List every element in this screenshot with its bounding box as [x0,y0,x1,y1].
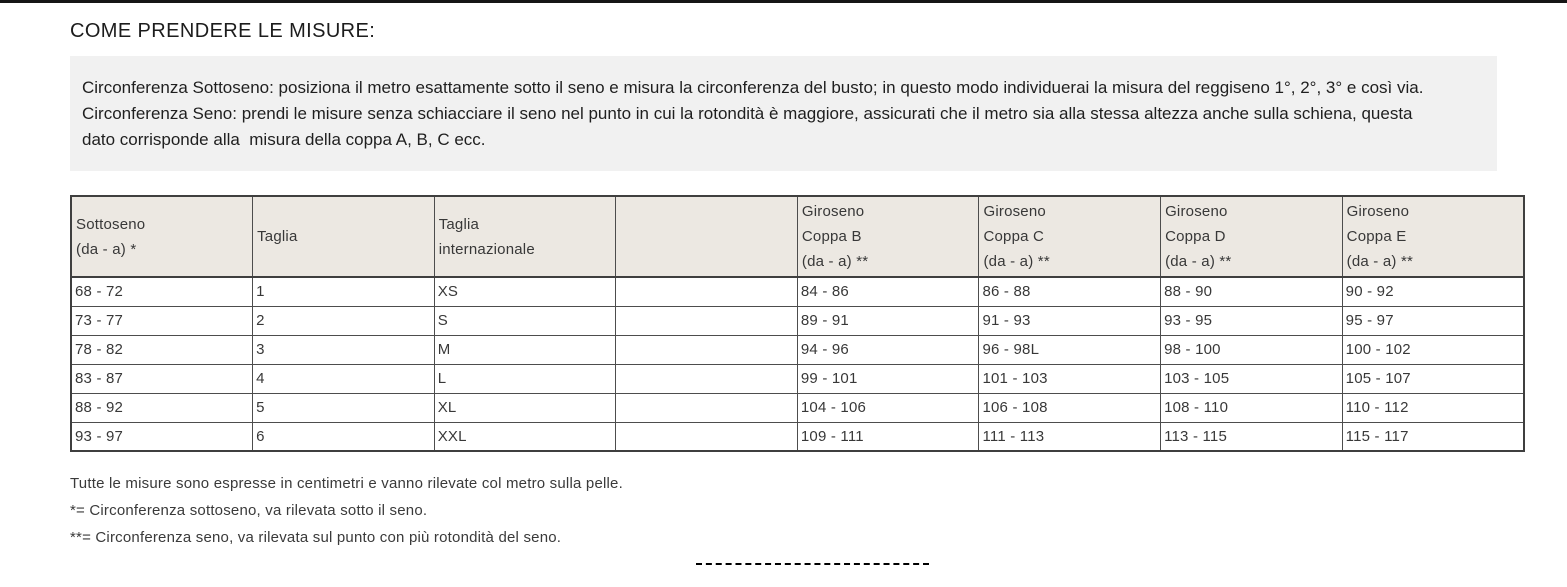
table-cell: 86 - 88 [979,277,1161,306]
table-cell: 90 - 92 [1342,277,1524,306]
table-cell: 115 - 117 [1342,422,1524,451]
table-row [71,364,1524,393]
table-cell: 89 - 91 [797,306,979,335]
header-line: Giroseno [1346,203,1410,220]
table-header-giroseno-coppa-e [1342,196,1524,277]
size-table [70,195,1525,452]
table-cell: 101 - 103 [979,364,1161,393]
table-cell: 1 [253,277,435,306]
table-row [71,393,1524,422]
table-cell: 68 - 72 [71,277,253,306]
table-cell [616,335,798,364]
table-cell: 78 - 82 [71,335,253,364]
table-cell [616,306,798,335]
table-cell: 88 - 90 [1161,277,1343,306]
header-line: Coppa C [983,228,1045,245]
table-cell: 73 - 77 [71,306,253,335]
table-cell: 111 - 113 [979,422,1161,451]
table-cell: M [434,335,616,364]
table-cell: 4 [253,364,435,393]
table-cell: 105 - 107 [1342,364,1524,393]
table-cell: 113 - 115 [1161,422,1343,451]
header-line: Giroseno [983,203,1046,220]
footnote-sottoseno: *= Circonferenza sottoseno, va rilevata sotto il seno. [70,502,428,519]
table-header-giroseno-coppa-b [797,196,979,277]
header-line: (da - a) * [76,240,137,258]
table-cell: 88 - 92 [71,393,253,422]
header-line: Giroseno [1165,203,1228,220]
table-header-empty [616,196,798,277]
table-cell: 100 - 102 [1342,335,1524,364]
footnote-seno: **= Circonferenza seno, va rilevata sul punto con più rotondità del seno. [70,529,562,546]
table-cell: 93 - 95 [1161,306,1343,335]
table-cell: 96 - 98L [979,335,1161,364]
intro-line: Circonferenza Sottoseno: posiziona il metro esattamente sotto il seno e misura la circonferenza del busto; in questo modo individuerai la misura del reggiseno 1°, 2°, 3° e così via. [82,78,1424,97]
table-header-giroseno-coppa-c [979,196,1161,277]
table-header-sottoseno [71,196,253,277]
table-row [71,306,1524,335]
table-cell: L [434,364,616,393]
table-cell: 98 - 100 [1161,335,1343,364]
header-line: (da - a) ** [983,253,1050,270]
table-row [71,277,1524,306]
table-cell [616,364,798,393]
table-header-taglia [253,196,435,277]
table-cell: 110 - 112 [1342,393,1524,422]
table-cell: 108 - 110 [1161,393,1343,422]
intro-line: Circonferenza Seno: prendi le misure senza schiacciare il seno nel punto in cui la rotondità è maggiore, assicurati che il metro sia alla stessa altezza anche sulla schiena, questa [82,104,1413,123]
measuring-instructions-box [70,56,1497,171]
header-line: (da - a) ** [1165,253,1232,270]
table-cell: 99 - 101 [797,364,979,393]
table-cell: 2 [253,306,435,335]
header-line: Taglia [257,228,298,245]
table-cell: 103 - 105 [1161,364,1343,393]
table-header-giroseno-coppa-d [1161,196,1343,277]
table-cell: 83 - 87 [71,364,253,393]
table-cell: 93 - 97 [71,422,253,451]
header-line: (da - a) ** [1346,253,1414,270]
table-cell: XS [434,277,616,306]
table-cell: XL [434,393,616,422]
header-line: Coppa B [801,228,862,245]
header-line: Taglia [438,215,480,233]
table-cell: 109 - 111 [797,422,979,451]
intro-line: dato corrisponde alla misura della coppa A, B, C ecc. [82,130,486,149]
table-cell: 94 - 96 [797,335,979,364]
header-line: Coppa E [1346,228,1407,245]
header-line: internazionale [438,240,535,258]
table-cell: 104 - 106 [797,393,979,422]
footnotes [70,475,1523,547]
page-title: COME PRENDERE LE MISURE: [70,20,376,42]
table-cell: 106 - 108 [979,393,1161,422]
table-cell [616,422,798,451]
table-cell: 84 - 86 [797,277,979,306]
table-cell: XXL [434,422,616,451]
top-border-line [0,0,1567,3]
header-line: Giroseno [801,203,865,220]
dashed-divider [696,563,929,565]
table-header-row [71,196,1524,277]
header-line: Coppa D [1165,228,1226,245]
table-row [71,422,1524,451]
page-content [0,20,1567,565]
header-line: (da - a) ** [801,253,869,270]
table-cell: 5 [253,393,435,422]
table-header-taglia-internazionale [434,196,616,277]
header-line: Sottoseno [76,215,146,233]
footnote-units: Tutte le misure sono espresse in centimetri e vanno rilevate col metro sulla pelle. [70,475,623,492]
table-cell: 6 [253,422,435,451]
table-cell: 95 - 97 [1342,306,1524,335]
table-cell [616,277,798,306]
table-row [71,335,1524,364]
table-cell: 3 [253,335,435,364]
table-cell: S [434,306,616,335]
table-cell: 91 - 93 [979,306,1161,335]
table-cell [616,393,798,422]
